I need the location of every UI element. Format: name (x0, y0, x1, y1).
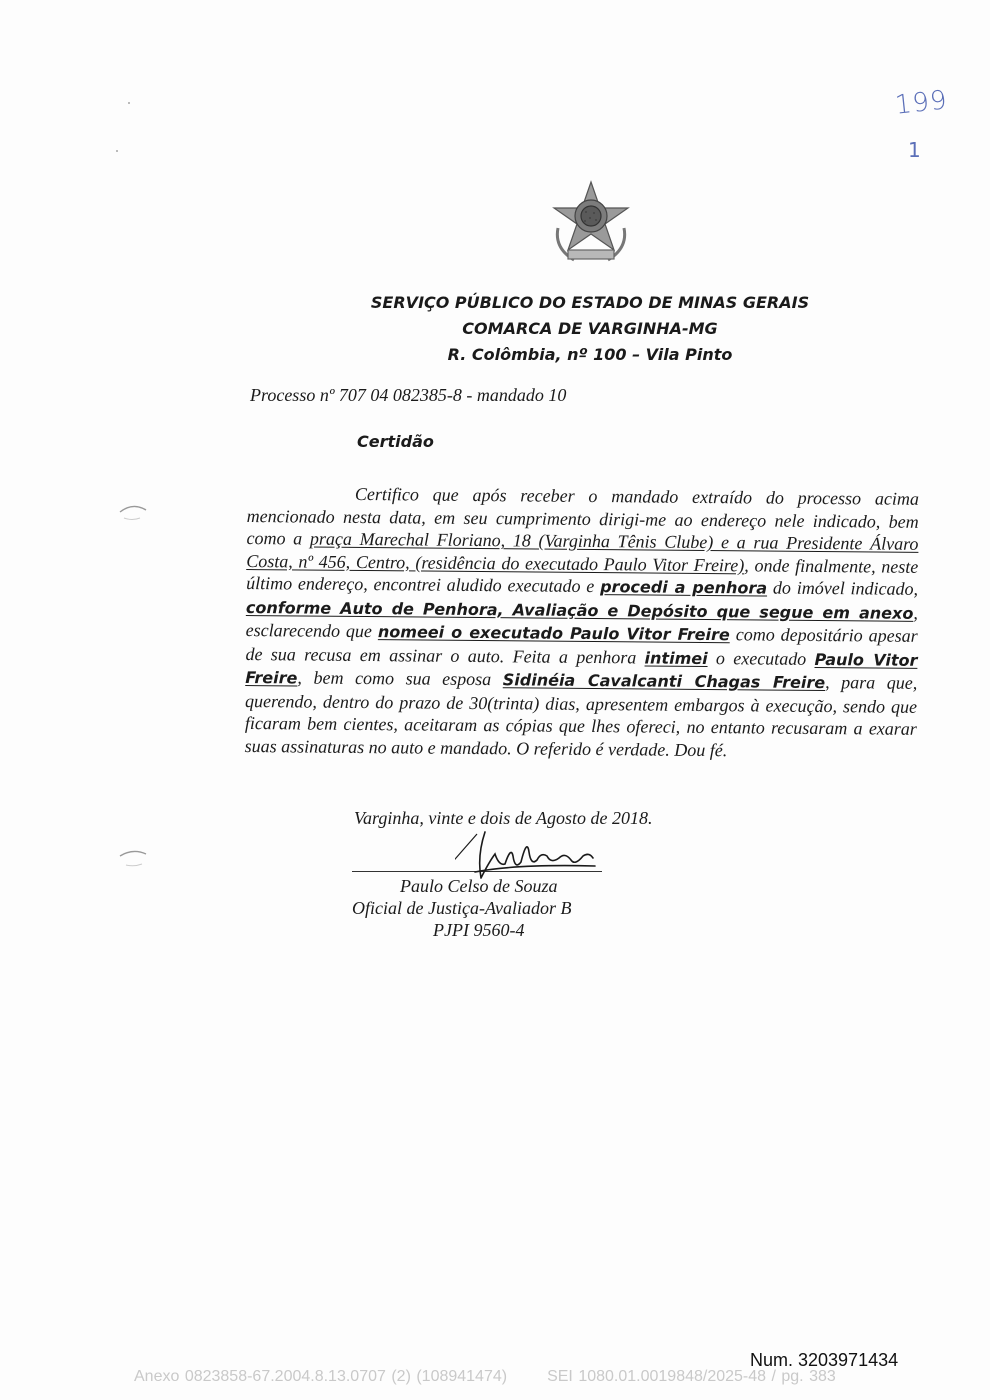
header-line-comarca: COMARCA DE VARGINHA-MG (462, 319, 718, 338)
process-number: Processo nº 707 04 082385-8 - mandado 10 (250, 385, 567, 405)
emphasis-spouse-name: Sidinéia Cavalcanti Chagas Freire (502, 670, 826, 693)
punch-hole-mark (118, 500, 148, 522)
signatory-role: Oficial de Justiça-Avaliador B (352, 898, 572, 918)
document-title: Certidão (357, 432, 434, 451)
header-line-address: R. Colômbia, nº 100 – Vila Pinto (447, 345, 733, 364)
body-text-segment: como depositário apesar de sua recusa em assinar o auto. Feita a penhora (245, 624, 918, 667)
folio-number-stamp: 199 (893, 85, 950, 121)
header-line-service: SERVIÇO PÚBLICO DO ESTADO DE MINAS GERAIS (370, 293, 810, 312)
address-underlined: praça Marechal Floriano, 18 (Varginha Tênis Clube) e a rua Presidente Álvaro Costa, nº 456, Centro, (residência do executado Paulo Vitor Freire) (246, 528, 919, 575)
emphasis-executado-name: Paulo Vitor Freire (245, 649, 918, 688)
punch-hole-mark (118, 846, 148, 868)
scan-speck (116, 150, 118, 152)
body-text-segment: o executado (707, 647, 815, 669)
body-text-segment: , para que, querendo, dentro do prazo de 30(trinta) dias, apresentem embargos à execução, sendo que ficaram bem cientes, aceitaram as cópias que lhes ofereci, no entanto recusaram a exarar suas assinaturas no auto e mandado. O referido é verdade. Dou fé. (244, 672, 918, 760)
annex-footer (134, 1368, 876, 1386)
institution-header (330, 290, 850, 368)
body-text-segment: , bem como sua esposa (297, 667, 503, 690)
body-text-segment: , esclarecendo que (245, 602, 918, 642)
date-place-line: Varginha, vinte e dois de Agosto de 2018. (354, 808, 653, 828)
scan-speck (128, 102, 130, 104)
emphasis-depositario: nomeei o executado Paulo Vitor Freire (377, 622, 730, 645)
coat-of-arms-emblem (548, 178, 634, 266)
certificate-body (245, 482, 919, 763)
annex-reference: Anexo 0823858-67.2004.8.13.0707 (2) (108941474) (134, 1368, 508, 1385)
body-text-segment: do imóvel indicado, (767, 577, 919, 599)
sei-reference: SEI 1080.01.0019848/2025-48 / pg. 383 (547, 1368, 836, 1385)
emphasis-penhora: procedi a penhora (600, 577, 768, 598)
signatory-name: Paulo Celso de Souza (400, 876, 558, 896)
emphasis-auto-penhora: conforme Auto de Penhora, Avaliação e Depósito que segue em anexo (245, 597, 914, 623)
folio-sub-stamp: 1 (908, 138, 921, 162)
document-number: Num. 3203971434 (750, 1350, 899, 1370)
body-text-segment: , onde finalmente, neste último endereço, encontrei aludido executado e (246, 554, 919, 597)
body-text-segment: Certifico que após receber o mandado extraído do processo acima mencionado nesta data, em seu cumprimento dirigi-me ao endereço nele indicado, bem como a (246, 483, 919, 549)
signatory-id: PJPI 9560-4 (433, 920, 525, 940)
emphasis-intimei: intimei (644, 647, 708, 668)
